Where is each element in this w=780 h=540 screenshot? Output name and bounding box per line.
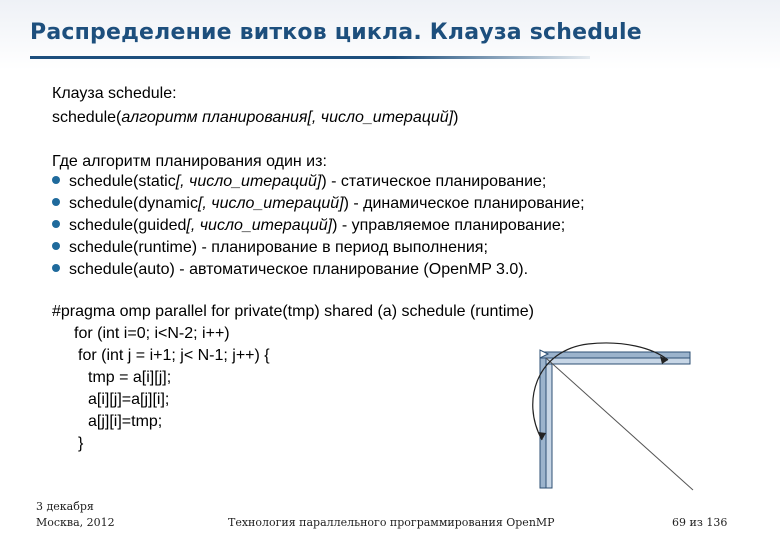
syntax-suffix: ) xyxy=(453,109,459,126)
footer-date: 3 декабря xyxy=(36,500,94,513)
code-line-tmp-assign: tmp = a[i][j]; xyxy=(88,369,172,386)
algorithm-item-dynamic: schedule(dynamic[, число_итераций]) - динамическое планирование; xyxy=(52,194,585,214)
code-line-swap-2: a[j][i]=tmp; xyxy=(88,413,163,430)
diagonal-line xyxy=(546,358,693,490)
footer-course: Технология параллельного программирования OpenMP xyxy=(228,516,555,529)
syntax-prefix: schedule( xyxy=(52,109,122,126)
bullet-dot xyxy=(52,198,60,206)
intro-heading: Клауза schedule: xyxy=(52,85,177,102)
bullet-dot xyxy=(52,264,60,272)
footer-page-number: 69 из 136 xyxy=(672,516,728,529)
code-line-inner-loop: for (int j = i+1; j< N-1; j++) { xyxy=(78,347,270,364)
matrix-transpose-diagram xyxy=(528,340,708,500)
intro-syntax xyxy=(52,108,458,128)
title-underline xyxy=(30,56,590,59)
algorithm-item-static: schedule(static[, число_итераций]) - статическое планирование; xyxy=(52,172,546,192)
syntax-args: алгоритм планирования[, число_итераций] xyxy=(121,109,454,126)
slide-title: Распределение витков цикла. Клауза schedule xyxy=(30,20,642,45)
algorithm-item-guided: schedule(guided[, число_итераций]) - управляемое планирование; xyxy=(52,216,565,236)
algorithms-heading: Где алгоритм планирования один из: xyxy=(52,153,327,170)
code-line-pragma: #pragma omp parallel for private(tmp) shared (a) schedule (runtime) xyxy=(52,303,534,320)
algorithm-item-auto: schedule(auto) - автоматическое планирование (OpenMP 3.0). xyxy=(52,260,528,280)
algorithm-item-runtime: schedule(runtime) - планирование в период выполнения; xyxy=(52,238,488,258)
code-line-swap-1: a[i][j]=a[j][i]; xyxy=(88,391,170,408)
bullet-dot xyxy=(52,242,60,250)
bullet-dot xyxy=(52,176,60,184)
row-bar-inner xyxy=(546,358,690,364)
code-line-outer-loop: for (int i=0; i<N-2; i++) xyxy=(74,325,230,342)
column-bar-inner xyxy=(546,358,552,488)
bullet-dot xyxy=(52,220,60,228)
footer-place: Москва, 2012 xyxy=(36,516,115,529)
row-bar-outer xyxy=(540,352,690,358)
code-line-close-brace: } xyxy=(78,435,84,452)
